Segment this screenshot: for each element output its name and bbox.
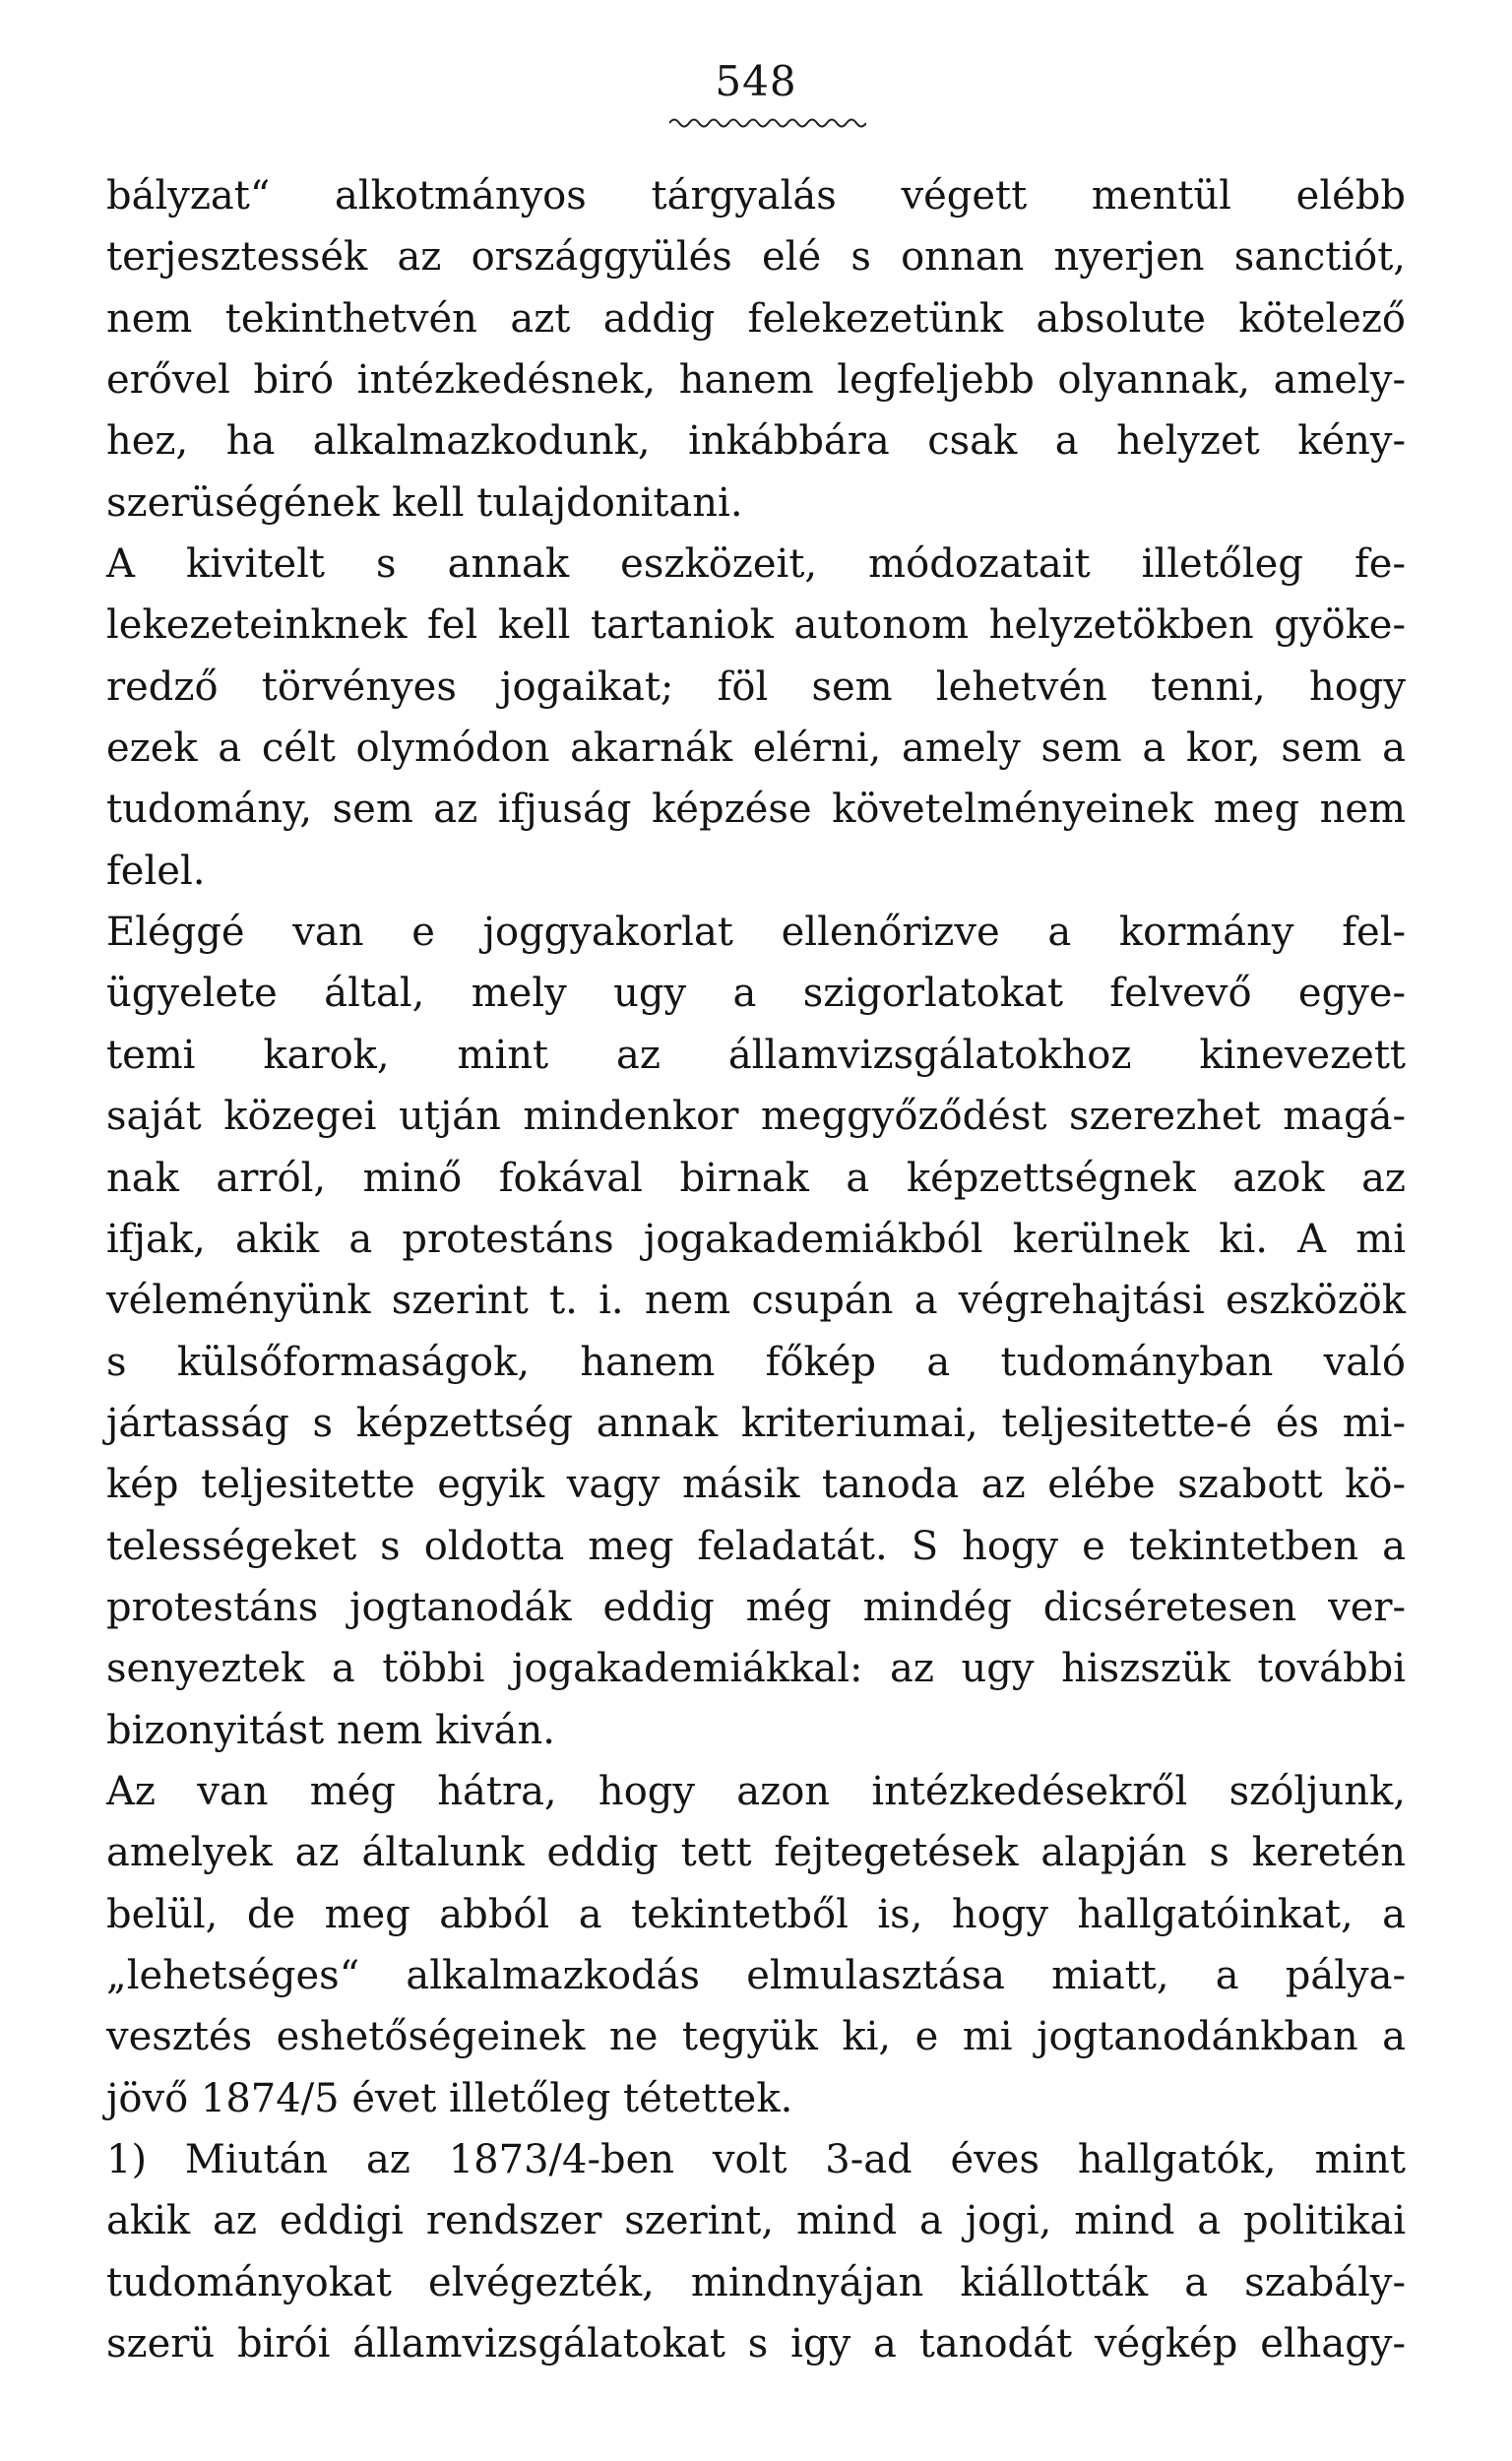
text-line: bizonyitást nem kiván. bbox=[106, 1707, 555, 1753]
text-line: temi karok, mint az államvizsgálatokhoz kinevezett bbox=[106, 1032, 1406, 1078]
text-line: nem tekinthetvén azt addig felekezetünk absolute kötelező bbox=[106, 295, 1406, 342]
text-line: belül, de meg abból a tekintetből is, hogy hallgatóinkat, a bbox=[106, 1891, 1406, 1937]
text-line: A kivitelt s annak eszközeit, módozatait illetőleg fe- bbox=[106, 541, 1406, 588]
text-line: szerü birói államvizsgálatokat s igy a tanodát végkép elhagy- bbox=[106, 2321, 1406, 2367]
text-line: senyeztek a többi jogakademiákkal: az ugy hiszszük további bbox=[106, 1646, 1406, 1692]
text-line: jövő 1874/5 évet illetőleg tétettek. bbox=[106, 2075, 793, 2121]
text-line: hez, ha alkalmazkodunk, inkábbára csak a helyzet kény- bbox=[106, 418, 1406, 465]
text-line: véleményünk szerint t. i. nem csupán a végrehajtási eszközök bbox=[106, 1278, 1406, 1324]
text-line: nak arról, minő fokával birnak a képzettségnek azok az bbox=[106, 1155, 1406, 1201]
text-line: szerüségének kell tulajdonitani. bbox=[106, 479, 743, 526]
text-line: redző törvényes jogaikat; föl sem lehetvén tenni, hogy bbox=[106, 663, 1406, 710]
page-number: 548 bbox=[715, 57, 797, 105]
text-line: akik az eddigi rendszer szerint, mind a jogi, mind a politikai bbox=[106, 2198, 1406, 2244]
text-line: lekezeteinknek fel kell tartaniok autonom helyzetökben gyöke- bbox=[106, 602, 1406, 649]
text-line: terjesztessék az országgyülés elé s onnan nyerjen sanctiót, bbox=[106, 234, 1406, 281]
text-line: Az van még hátra, hogy azon intézkedésekről szóljunk, bbox=[106, 1768, 1406, 1814]
text-line: saját közegei utján mindenkor meggyőződést szerezhet magá- bbox=[106, 1094, 1406, 1140]
text-line: jártasság s képzettség annak kriteriumai, teljesitette-é és mi- bbox=[106, 1400, 1406, 1446]
text-line: ezek a célt olymódon akarnák elérni, amely sem a kor, sem a bbox=[106, 726, 1406, 772]
text-line: bályzat“ alkotmányos tárgyalás végett mentül elébb bbox=[106, 173, 1406, 219]
text-line: telességeket s oldotta meg feladatát. S hogy e tekintetben a bbox=[106, 1523, 1406, 1569]
text-line: amelyek az általunk eddig tett fejtegetések alapján s keretén bbox=[106, 1830, 1406, 1876]
text-line: s külsőformaságok, hanem főkép a tudományban való bbox=[106, 1339, 1406, 1385]
text-line: felel. bbox=[106, 848, 206, 894]
text-line: 1) Miután az 1873/4-ben volt 3-ad éves hallgatók, mint bbox=[106, 2137, 1406, 2182]
text-line: „lehetséges“ alkalmazkodás elmulasztása miatt, a pálya- bbox=[106, 1952, 1406, 1998]
text-line: erővel biró intézkedésnek, hanem legfeljebb olyannak, amely- bbox=[106, 357, 1406, 404]
text-line: tudományokat elvégezték, mindnyájan kiállották a szabály- bbox=[106, 2259, 1406, 2305]
page-body-text bbox=[106, 165, 1406, 2374]
page-number-ornament bbox=[669, 116, 866, 130]
text-line: ügyelete által, mely ugy a szigorlatokat felvevő egye- bbox=[106, 971, 1406, 1017]
text-line: vesztés eshetőségeinek ne tegyük ki, e mi jogtanodánkban a bbox=[106, 2014, 1406, 2060]
text-line: tudomány, sem az ifjuság képzése követelményeinek meg nem bbox=[106, 787, 1406, 833]
text-line: protestáns jogtanodák eddig még mindég dicséretesen ver- bbox=[106, 1584, 1406, 1630]
text-line: ifjak, akik a protestáns jogakademiákból kerülnek ki. A mi bbox=[106, 1216, 1406, 1262]
text-line: Eléggé van e joggyakorlat ellenőrizve a kormány fel- bbox=[106, 910, 1406, 956]
text-line: kép teljesitette egyik vagy másik tanoda az elébe szabott kö- bbox=[106, 1462, 1406, 1508]
